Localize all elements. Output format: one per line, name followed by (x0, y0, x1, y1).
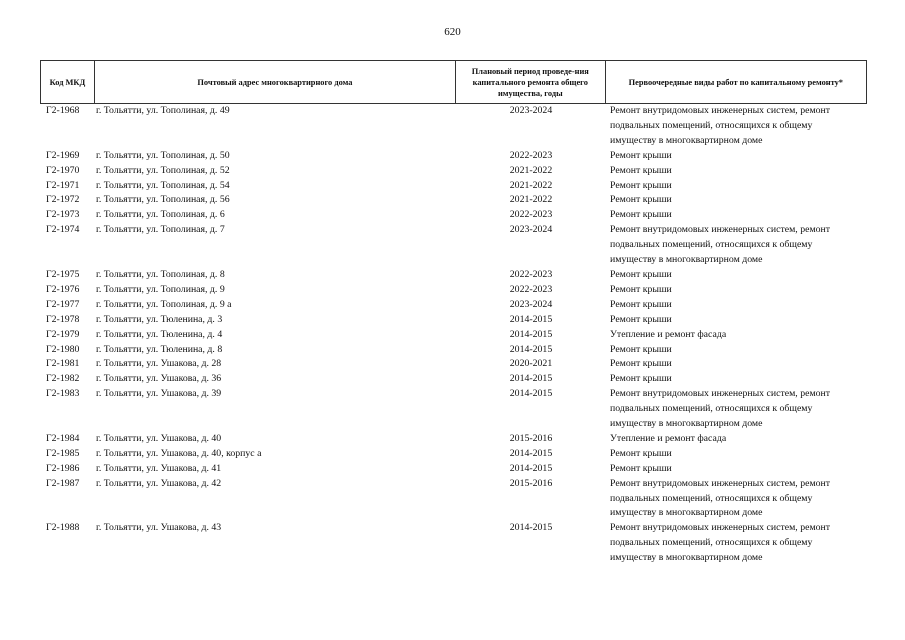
table-row (40, 313, 867, 328)
table-row (40, 372, 867, 387)
row-address: г. Тольятти, ул. Ушакова, д. 43 (96, 522, 222, 534)
header-works: Первоочередные виды работ по капитальному ремонту* (628, 77, 843, 87)
row-works: Ремонт крыши (610, 343, 672, 355)
row-address: г. Тольятти, ул. Тополиная, д. 49 (96, 105, 230, 116)
table-row (40, 268, 867, 283)
header-code: Код МКД (41, 61, 95, 103)
row-address: г. Тольятти, ул. Тополиная, д. 9 а (96, 298, 232, 310)
row-address: г. Тольятти, ул. Тюленина, д. 8 (96, 343, 223, 355)
row-works: Ремонт крыши (610, 462, 672, 474)
row-address: г. Тольятти, ул. Тополиная, д. 52 (96, 164, 230, 176)
row-period: 2022-2023 (509, 209, 553, 221)
row-code: Г2-1982 (46, 373, 80, 385)
row-code: Г2-1977 (46, 298, 80, 310)
table-row (40, 208, 867, 223)
row-works: Ремонт крыши (610, 194, 672, 206)
row-code: Г2-1981 (46, 358, 80, 370)
table-row (40, 447, 867, 462)
row-works: Ремонт крыши (610, 447, 672, 459)
table-row (40, 328, 867, 343)
row-code: Г2-1979 (46, 328, 80, 340)
row-code: Г2-1972 (46, 194, 80, 206)
row-code: Г2-1986 (46, 462, 80, 474)
table-header (40, 60, 867, 104)
row-address: г. Тольятти, ул. Ушакова, д. 40 (96, 432, 222, 444)
table-row (40, 104, 867, 149)
row-address: г. Тольятти, ул. Тополиная, д. 50 (96, 149, 230, 161)
row-period: 2014-2015 (509, 328, 553, 340)
row-period: 2014-2015 (509, 522, 553, 534)
row-works: Ремонт внутридомовых инженерных систем, ремонт подвальных помещений, относящихся к общему имуществу в многоквартирном доме (610, 224, 831, 266)
row-code: Г2-1975 (46, 268, 80, 280)
row-works: Ремонт крыши (610, 209, 672, 221)
row-code: Г2-1987 (46, 477, 80, 489)
table-row (40, 432, 867, 447)
table-row (40, 521, 867, 566)
row-code: Г2-1985 (46, 447, 80, 459)
row-works: Утепление и ремонт фасада (610, 432, 727, 444)
row-works: Ремонт крыши (610, 283, 672, 295)
row-address: г. Тольятти, ул. Тополиная, д. 7 (96, 224, 225, 236)
row-works: Утепление и ремонт фасада (610, 328, 727, 340)
row-address: г. Тольятти, ул. Ушакова, д. 42 (96, 477, 222, 489)
row-code: Г2-1976 (46, 283, 80, 295)
row-period: 2023-2024 (509, 298, 553, 310)
row-period: 2023-2024 (509, 224, 553, 236)
row-address: г. Тольятти, ул. Ушакова, д. 39 (96, 388, 222, 400)
table-row (40, 343, 867, 358)
row-code: Г2-1983 (46, 388, 80, 400)
table-row (40, 283, 867, 298)
row-works: Ремонт внутридомовых инженерных систем, ремонт подвальных помещений, относящихся к общему имуществу в многоквартирном доме (610, 477, 831, 519)
row-period: 2022-2023 (509, 149, 553, 161)
row-address: г. Тольятти, ул. Ушакова, д. 36 (96, 373, 222, 385)
row-address: г. Тольятти, ул. Тюленина, д. 4 (96, 328, 223, 340)
row-address: г. Тольятти, ул. Ушакова, д. 28 (96, 358, 222, 370)
header-address: Почтовый адрес многоквартирного дома (95, 61, 456, 103)
row-works: Ремонт крыши (610, 313, 672, 325)
row-code: Г2-1969 (46, 149, 80, 161)
row-address: г. Тольятти, ул. Тюленина, д. 3 (96, 313, 223, 325)
table-row (40, 298, 867, 313)
table-row (40, 164, 867, 179)
row-period: 2022-2023 (509, 283, 553, 295)
capital-repair-table (40, 60, 867, 566)
table-row (40, 387, 867, 432)
row-period: 2014-2015 (509, 462, 553, 474)
header-period: Плановый период проведе-ния капитального ремонта общего имущества, годы (456, 61, 606, 103)
row-works: Ремонт крыши (610, 298, 672, 310)
row-address: г. Тольятти, ул. Ушакова, д. 40, корпус а (96, 447, 262, 459)
row-address: г. Тольятти, ул. Тополиная, д. 6 (96, 209, 225, 221)
table-body (40, 104, 867, 566)
row-period: 2021-2022 (509, 179, 553, 191)
row-works: Ремонт крыши (610, 373, 672, 385)
row-code: Г2-1980 (46, 343, 80, 355)
row-works: Ремонт крыши (610, 164, 672, 176)
table-row (40, 149, 867, 164)
row-code: Г2-1984 (46, 432, 80, 444)
row-works: Ремонт внутридомовых инженерных систем, ремонт подвальных помещений, относящихся к общему имуществу в многоквартирном доме (610, 105, 831, 146)
table-row (40, 462, 867, 477)
row-code: Г2-1988 (46, 522, 80, 534)
table-row (40, 357, 867, 372)
row-period: 2014-2015 (509, 343, 553, 355)
row-period: 2015-2016 (509, 432, 553, 444)
table-row (40, 193, 867, 208)
row-works: Ремонт крыши (610, 149, 672, 161)
row-period: 2023-2024 (509, 105, 553, 116)
row-works: Ремонт внутридомовых инженерных систем, ремонт подвальных помещений, относящихся к общему имуществу в многоквартирном доме (610, 522, 831, 564)
row-period: 2021-2022 (509, 194, 553, 206)
row-address: г. Тольятти, ул. Тополиная, д. 8 (96, 268, 225, 280)
row-works: Ремонт внутридомовых инженерных систем, ремонт подвальных помещений, относящихся к общему имуществу в многоквартирном доме (610, 388, 831, 430)
row-address: г. Тольятти, ул. Тополиная, д. 9 (96, 283, 225, 295)
row-period: 2014-2015 (509, 373, 553, 385)
row-period: 2022-2023 (509, 268, 553, 280)
page-number: 620 (444, 26, 461, 38)
row-period: 2014-2015 (509, 447, 553, 459)
row-period: 2014-2015 (509, 388, 553, 400)
row-works: Ремонт крыши (610, 268, 672, 280)
row-address: г. Тольятти, ул. Тополиная, д. 54 (96, 179, 230, 191)
row-period: 2014-2015 (509, 313, 553, 325)
row-code: Г2-1978 (46, 313, 80, 325)
row-works: Ремонт крыши (610, 179, 672, 191)
table-row (40, 223, 867, 268)
row-code: Г2-1974 (46, 224, 80, 236)
row-code: Г2-1971 (46, 179, 80, 191)
row-period: 2020-2021 (509, 358, 553, 370)
row-address: г. Тольятти, ул. Ушакова, д. 41 (96, 462, 222, 474)
row-period: 2015-2016 (509, 477, 553, 489)
row-code: Г2-1973 (46, 209, 80, 221)
table-row (40, 179, 867, 194)
row-code: Г2-1968 (46, 105, 80, 116)
table-row (40, 477, 867, 522)
row-period: 2021-2022 (509, 164, 553, 176)
row-code: Г2-1970 (46, 164, 80, 176)
row-address: г. Тольятти, ул. Тополиная, д. 56 (96, 194, 230, 206)
row-works: Ремонт крыши (610, 358, 672, 370)
